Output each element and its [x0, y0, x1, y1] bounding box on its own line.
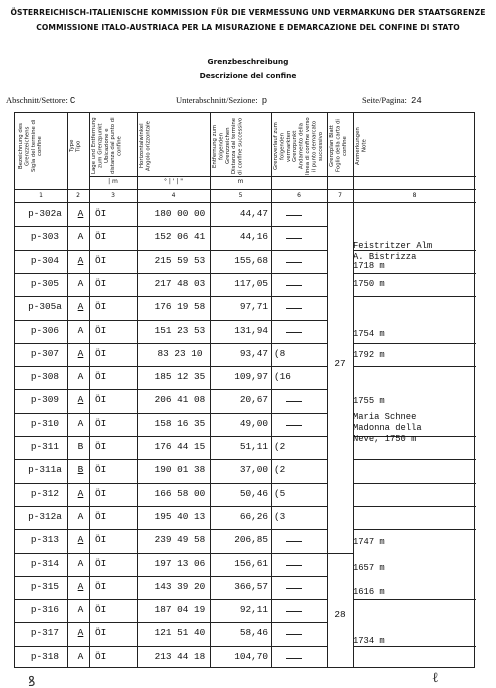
marker-lage: ÖI — [95, 208, 107, 219]
header-unit-line — [89, 176, 476, 177]
horizontal-angle: 206 41 08 — [154, 394, 206, 406]
seite-value: 24 — [410, 96, 422, 106]
col-number: 5 — [238, 192, 243, 199]
horizontal-angle: 166 58 00 — [154, 487, 206, 499]
distance: 92,11 — [239, 604, 268, 616]
col-header-entfernung: Entfernung zum folgenden Grenzzeichen Distanza dal termine di confine successivo — [212, 117, 244, 175]
marker-lage: ÖI — [95, 441, 107, 452]
marker-lage: ÖI — [95, 417, 107, 429]
curve-symbol: (5 — [274, 487, 286, 499]
blatt-value: 28 — [334, 609, 346, 620]
straight-line-symbol — [286, 308, 302, 309]
curve-symbol: (2 — [274, 441, 286, 452]
distance: 37,00 — [239, 464, 268, 476]
table-row — [15, 366, 476, 390]
marker-lage: ÖI — [95, 534, 107, 546]
distance: 93,47 — [239, 347, 268, 359]
table-row — [15, 506, 476, 530]
curve-symbol: (2 — [274, 464, 286, 476]
distance: 50,46 — [239, 487, 268, 499]
marker-id: p-314 — [30, 557, 60, 569]
note-elevation: 1747 m — [353, 537, 385, 547]
marker-id: p-312a — [28, 510, 62, 522]
marker-lage: ÖI — [95, 371, 107, 383]
unterabschnitt-value: p — [261, 96, 268, 106]
horizontal-angle: 239 49 58 — [154, 534, 206, 546]
marker-id: p-313 — [30, 534, 60, 546]
marker-type: A — [77, 604, 84, 616]
title-italian: Descrizione del confine — [199, 71, 297, 80]
marker-type: A — [77, 487, 84, 499]
marker-id: p-302a — [28, 208, 62, 219]
col-number: 3 — [111, 192, 115, 199]
horizontal-angle: 143 39 20 — [154, 580, 206, 592]
marker-id: p-305 — [30, 277, 60, 289]
unit-winkel: ° | ' | " — [163, 178, 184, 185]
note-elevation: 1734 m — [353, 636, 385, 646]
marker-id: p-315 — [30, 580, 60, 592]
straight-line-symbol — [286, 238, 302, 239]
distance: 206,85 — [234, 534, 268, 546]
unit-lage: | m — [108, 178, 118, 185]
horizontal-angle: 185 12 35 — [154, 371, 206, 383]
marker-lage: ÖI — [95, 650, 107, 662]
curve-symbol: (8 — [274, 347, 286, 359]
marker-id: p-311a — [28, 464, 62, 476]
distance: 66,26 — [239, 510, 268, 522]
col-header-type: Type Tipo — [69, 139, 82, 153]
distance: 49,00 — [239, 417, 268, 429]
marker-id: p-305a — [28, 301, 62, 313]
horizontal-angle: 83 23 10 — [157, 347, 203, 359]
marker-type: A — [77, 277, 84, 289]
table-row — [15, 646, 476, 670]
horizontal-angle: 176 19 58 — [154, 301, 206, 313]
col-number: 8 — [412, 192, 417, 199]
marker-type: A — [77, 208, 84, 219]
curve-symbol: (3 — [274, 510, 286, 522]
marker-type: A — [77, 347, 84, 359]
unterabschnitt-field — [176, 95, 267, 106]
marker-lage: ÖI — [95, 394, 107, 406]
horizontal-angle: 197 13 06 — [154, 557, 206, 569]
horizontal-angle: 121 51 40 — [154, 627, 206, 639]
distance: 131,94 — [234, 324, 268, 336]
note-elevation: 1755 m — [353, 396, 385, 406]
seite-field — [362, 95, 422, 106]
straight-line-symbol — [286, 285, 302, 286]
marker-type: A — [77, 301, 84, 313]
note-maria-schnee: Maria Schnee Madonna della Neve, 1750 m — [353, 412, 422, 444]
distance: 156,61 — [234, 557, 268, 569]
col-header-lage: Lage und Entfernung zum Grenzpunkt Ubicazione e distanza dal punto di confine — [91, 117, 123, 175]
horizontal-angle: 213 44 18 — [154, 650, 206, 662]
marker-id: p-306 — [30, 324, 60, 336]
horizontal-angle: 151 23 53 — [154, 324, 206, 336]
distance: 155,68 — [234, 254, 268, 266]
col-header-blatt: Grenzplan Blatt Foglio della carta di confine — [329, 119, 348, 173]
marker-lage: ÖI — [95, 464, 107, 476]
boundary-table — [14, 112, 475, 668]
marker-type: A — [77, 324, 84, 336]
marker-lage: ÖI — [95, 510, 107, 522]
marker-id: p-317 — [30, 627, 60, 639]
horizontal-angle: 180 00 00 — [154, 208, 206, 219]
marker-lage: ÖI — [95, 627, 107, 639]
marker-type: A — [77, 371, 84, 383]
horizontal-angle: 187 04 19 — [154, 604, 206, 616]
distance: 104,70 — [234, 650, 268, 662]
marker-id: p-308 — [30, 371, 60, 383]
distance: 51,11 — [239, 441, 268, 452]
horizontal-angle: 215 59 53 — [154, 254, 206, 266]
straight-line-symbol — [286, 425, 302, 426]
marker-id: p-303 — [30, 231, 60, 243]
col-number: 4 — [171, 192, 176, 199]
marker-lage: ÖI — [95, 231, 107, 243]
straight-line-symbol — [286, 658, 302, 659]
header-line-1: ÖSTERREICHISCH-ITALIENISCHE KOMMISSION FÜR DIE VERMESSUNG UND VERMARKUNG DER STAATSGRENZE — [10, 8, 486, 17]
col-number: 1 — [39, 192, 43, 199]
col-header-anmerkungen: Anmerkungen Note — [355, 127, 368, 165]
straight-line-symbol — [286, 262, 302, 263]
blatt-value: 27 — [334, 358, 346, 369]
marker-type: A — [77, 650, 84, 662]
title-german: Grenzbeschreibung — [207, 57, 289, 66]
handwritten-mark: ℓ — [432, 670, 439, 686]
marker-lage: ÖI — [95, 557, 107, 569]
marker-type: B — [77, 464, 84, 476]
abschnitt-value: C — [69, 96, 76, 106]
marker-lage: ÖI — [95, 604, 107, 616]
marker-type: B — [77, 441, 84, 452]
note-elevation: 1657 m — [353, 563, 385, 573]
note-elevation: 1754 m — [353, 329, 385, 339]
note-elevation: 1616 m — [353, 587, 385, 597]
distance: 366,57 — [234, 580, 268, 592]
marker-type: A — [77, 557, 84, 569]
marker-type: A — [77, 394, 84, 406]
horizontal-angle: 217 48 03 — [154, 277, 206, 289]
col-number: 6 — [297, 192, 301, 199]
handwritten-mark: ꝸ — [28, 674, 36, 688]
straight-line-symbol — [286, 565, 302, 566]
note-elevation: 1750 m — [353, 279, 385, 289]
marker-type: A — [77, 534, 84, 546]
note-elevation: 1792 m — [353, 350, 385, 360]
col-header-grenzverlauf: Grenzverlauf zum folgenden vermarkten Grenzpunkt Andamento della linea di confine verso il punto demarcato successivo — [273, 117, 324, 175]
distance: 58,46 — [239, 627, 268, 639]
marker-id: p-304 — [30, 254, 60, 266]
marker-lage: ÖI — [95, 580, 107, 592]
col-number: 2 — [76, 192, 80, 199]
col-header-bezeichnung: Bezeichnung des Grenzzeichens Sigla del termine di confine — [18, 119, 44, 173]
marker-lage: ÖI — [95, 277, 107, 289]
distance: 44,16 — [239, 231, 268, 243]
marker-lage: ÖI — [95, 301, 107, 313]
marker-id: p-310 — [30, 417, 60, 429]
distance: 117,05 — [234, 277, 268, 289]
marker-id: p-309 — [30, 394, 60, 406]
horizontal-angle: 190 01 38 — [154, 464, 206, 476]
marker-type: A — [77, 417, 84, 429]
horizontal-angle: 158 16 35 — [154, 417, 206, 429]
horizontal-angle: 176 44 15 — [154, 441, 206, 452]
distance: 97,71 — [239, 301, 268, 313]
header-line-2: COMMISSIONE ITALO-AUSTRIACA PER LA MISURAZIONE E DEMARCAZIONE DEL CONFINE DI STATO — [36, 23, 460, 32]
marker-type: A — [77, 231, 84, 243]
table-row — [15, 296, 476, 320]
straight-line-symbol — [286, 588, 302, 589]
col-header-winkel: Horizontalwinkel Angolo orizzontale — [139, 121, 152, 171]
marker-id: p-318 — [30, 650, 60, 662]
table-row — [15, 459, 476, 483]
table-row — [15, 483, 476, 507]
marker-type: A — [77, 254, 84, 266]
marker-id: p-311 — [30, 441, 60, 452]
unit-entfernung: m — [237, 178, 244, 185]
table-row — [15, 203, 476, 227]
straight-line-symbol — [286, 611, 302, 612]
marker-id: p-307 — [30, 347, 60, 359]
distance: 44,47 — [239, 208, 268, 219]
table-row — [15, 599, 476, 623]
note-elevation: 1718 m — [353, 261, 385, 271]
marker-type: A — [77, 627, 84, 639]
header-separator — [15, 189, 476, 190]
straight-line-symbol — [286, 541, 302, 542]
distance: 109,97 — [234, 371, 268, 383]
straight-line-symbol — [286, 401, 302, 402]
curve-symbol: (16 — [274, 371, 291, 383]
horizontal-angle: 195 40 13 — [154, 510, 206, 522]
unterabschnitt-label: Unterabschnitt/Sezione: — [176, 95, 258, 105]
marker-lage: ÖI — [95, 347, 107, 359]
marker-id: p-312 — [30, 487, 60, 499]
abschnitt-label: Abschnitt/Settore: — [6, 95, 68, 105]
straight-line-symbol — [286, 634, 302, 635]
marker-type: A — [77, 510, 84, 522]
distance: 20,67 — [239, 394, 268, 406]
marker-id: p-316 — [30, 604, 60, 616]
straight-line-symbol — [286, 215, 302, 216]
marker-lage: ÖI — [95, 324, 107, 336]
col-number: 7 — [338, 192, 342, 199]
note-feistritzer-alm: Feistritzer Alm A. Bistrizza — [353, 241, 433, 262]
horizontal-angle: 152 06 41 — [154, 231, 206, 243]
straight-line-symbol — [286, 332, 302, 333]
seite-label: Seite/Pagina: — [362, 95, 407, 105]
abschnitt-field — [6, 95, 75, 106]
marker-type: A — [77, 580, 84, 592]
marker-lage: ÖI — [95, 487, 107, 499]
marker-lage: ÖI — [95, 254, 107, 266]
